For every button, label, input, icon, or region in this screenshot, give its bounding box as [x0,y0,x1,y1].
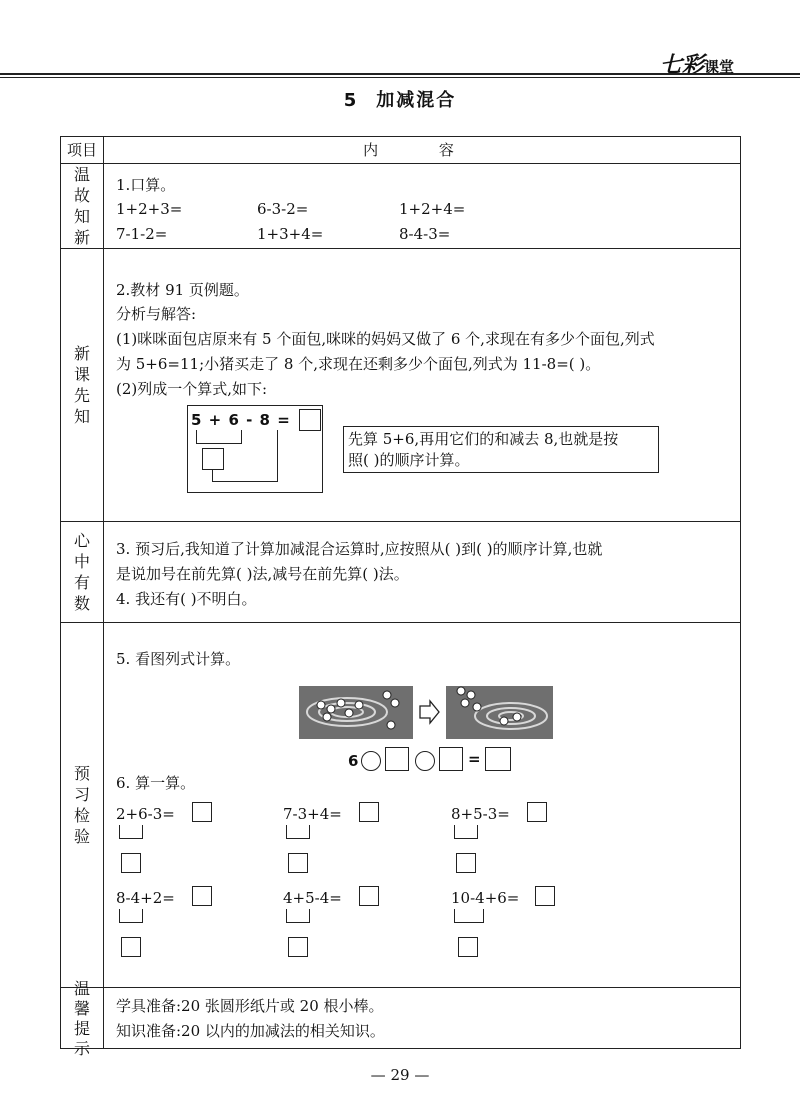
lesson-line: 为 5+6=11;小猪买走了 8 个,求现在还剩多少个面包,列式为 11-8=( )。 [116,355,601,373]
group-bracket [286,825,310,839]
exercise-formula: 8-4+2= [116,889,175,907]
exercise-formula: 2+6-3= [116,805,175,823]
tips-line: 知识准备:20 以内的加减法的相关知识。 [116,1022,385,1040]
section-label-new-lesson: 新 课 先 知 [73,343,90,426]
calc-item: 8-4-3= [399,225,451,243]
calc-item: 7-1-2= [116,225,168,243]
duck-icon [473,703,481,711]
row-divider [61,521,740,522]
calc-item: 1+2+4= [399,200,466,218]
lesson-line: (1)咪咪面包店原来有 5 个面包,咪咪的妈妈又做了 6 个,求现在有多少个面包,列式 [116,330,655,348]
duck-icon [513,713,521,721]
group-bracket [454,825,478,839]
calc-item: 1+3+4= [257,225,324,243]
duck-icon [355,701,363,709]
exercise-formula: 4+5-4= [283,889,342,907]
q1-title: 1.口算。 [116,176,176,194]
exercise-formula: 8+5-3= [451,805,510,823]
exercise-formula: 7-3+4= [283,805,342,823]
equals-sign: = [468,750,482,768]
answer-box[interactable] [439,747,463,771]
q5-start-number: 6 [348,752,360,770]
connector-line [277,430,278,470]
worksheet-table [60,136,741,1058]
duck-icon [337,699,345,707]
answer-box[interactable] [458,937,478,957]
answer-box[interactable] [192,886,212,906]
section-label-mind: 心 中 有 数 [73,530,90,613]
group-bracket [286,909,310,923]
group-bracket [454,909,484,923]
calc-item: 6-3-2= [257,200,309,218]
header-rule-thin [0,77,800,78]
row-divider [61,248,740,249]
q3-line: 是说加号在前先算( )法,减号在前先算( )法。 [116,565,409,583]
duck-icon [457,687,465,695]
operator-circle[interactable] [361,751,381,771]
answer-box[interactable] [121,853,141,873]
pond-left [299,686,413,739]
answer-box[interactable] [202,448,224,470]
q2-title: 2.教材 91 页例题。 [116,281,249,299]
answer-box[interactable] [535,886,555,906]
note-line: 先算 5+6,再用它们的和减去 8,也就是按 [348,430,619,448]
lesson-line: (2)列成一个算式,如下: [116,380,268,398]
column-divider [103,137,104,1048]
diagram-formula: 5 + 6 - 8 = [191,411,291,429]
answer-box[interactable] [385,747,409,771]
answer-box[interactable] [359,886,379,906]
note-box [343,426,659,473]
page-title: 5 加减混合 [343,90,457,111]
order-diagram [187,405,323,493]
calc-item: 1+2+3= [116,200,183,218]
duck-icon [467,691,475,699]
duck-icon [345,709,353,717]
exercise-formula: 10-4+6= [451,889,520,907]
q4-line: 4. 我还有( )不明白。 [116,590,257,608]
group-bracket [119,909,143,923]
tips-line: 学具准备:20 张圆形纸片或 20 根小棒。 [116,997,384,1015]
row-divider [61,163,740,164]
answer-box[interactable] [299,409,321,431]
row-divider [61,622,740,623]
operator-circle[interactable] [415,751,435,771]
section-label-check: 预 习 检 验 [73,763,90,846]
duck-icon [327,705,335,713]
duck-icon [500,717,508,725]
answer-box[interactable] [359,802,379,822]
answer-box[interactable] [192,802,212,822]
arrow-right-icon [420,701,439,723]
analysis-label: 分析与解答: [116,305,197,323]
group-bracket [212,470,278,482]
row-divider [61,987,740,988]
duck-icon [317,701,325,709]
note-line: 照( )的顺序计算。 [348,451,470,469]
answer-box[interactable] [288,937,308,957]
section-label-tips: 温 馨 提 示 [73,978,90,1058]
group-bracket [119,825,143,839]
answer-box[interactable] [527,802,547,822]
section-label-review: 温 故 知 新 [73,164,90,247]
header-content: 内 容 [363,141,482,159]
duck-icon [461,699,469,707]
duck-icon [383,691,391,699]
header-item: 项目 [66,141,97,159]
duck-icon [387,721,395,729]
q6-title: 6. 算一算。 [116,774,196,792]
ducks-picture [299,683,553,741]
page-number: — 29 — [370,1066,430,1084]
answer-box[interactable] [121,937,141,957]
duck-icon [391,699,399,707]
q5-title: 5. 看图列式计算。 [116,650,241,668]
answer-box[interactable] [456,853,476,873]
header-rule [0,73,800,75]
duck-icon [323,713,331,721]
answer-box[interactable] [288,853,308,873]
group-bracket [196,430,242,444]
answer-box[interactable] [485,747,511,771]
brand-logo: 七彩课堂 [660,53,735,78]
q3-line: 3. 预习后,我知道了计算加减混合运算时,应按照从( )到( )的顺序计算,也就 [116,540,603,558]
